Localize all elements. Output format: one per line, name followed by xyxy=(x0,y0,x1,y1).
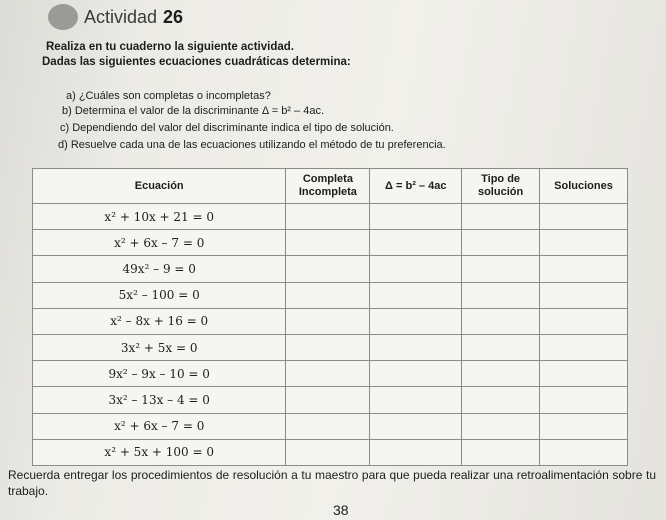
tipo-cell[interactable] xyxy=(462,334,540,360)
tipo-cell[interactable] xyxy=(462,308,540,334)
equation-cell: 3x² + 5x = 0 xyxy=(33,334,286,360)
completa-cell[interactable] xyxy=(286,230,370,256)
discriminante-cell[interactable] xyxy=(370,282,462,308)
equation-cell: 5x² – 100 = 0 xyxy=(33,282,286,308)
equation-cell: x² + 10x + 21 = 0 xyxy=(33,204,286,230)
header-tipo-solucion xyxy=(462,169,540,204)
table-row xyxy=(33,308,628,334)
discriminante-cell[interactable] xyxy=(370,308,462,334)
discriminante-cell[interactable] xyxy=(370,204,462,230)
soluciones-cell[interactable] xyxy=(540,413,628,439)
completa-cell[interactable] xyxy=(286,204,370,230)
question-a: a) ¿Cuáles son completas o incompletas? xyxy=(66,90,271,102)
table-row xyxy=(33,334,628,360)
table-row xyxy=(33,413,628,439)
soluciones-cell[interactable] xyxy=(540,439,628,465)
intro-line-2: Dadas las siguientes ecuaciones cuadráticas determina: xyxy=(42,56,351,68)
table-row xyxy=(33,230,628,256)
activity-number: 26 xyxy=(163,6,184,27)
discriminante-cell[interactable] xyxy=(370,334,462,360)
table-row xyxy=(33,439,628,465)
discriminante-cell[interactable] xyxy=(370,413,462,439)
soluciones-cell[interactable] xyxy=(540,282,628,308)
tipo-cell[interactable] xyxy=(462,413,540,439)
header-completa: Completa xyxy=(302,173,353,185)
tipo-cell[interactable] xyxy=(462,256,540,282)
table-row xyxy=(33,387,628,413)
soluciones-cell[interactable] xyxy=(540,230,628,256)
equation-cell: x² + 6x – 7 = 0 xyxy=(33,413,286,439)
completa-cell[interactable] xyxy=(286,308,370,334)
tipo-cell[interactable] xyxy=(462,361,540,387)
header-completa-incompleta xyxy=(286,169,370,204)
discriminante-cell[interactable] xyxy=(370,256,462,282)
equation-cell: 9x² – 9x – 10 = 0 xyxy=(33,361,286,387)
completa-cell[interactable] xyxy=(286,387,370,413)
equation-cell: x² – 8x + 16 = 0 xyxy=(33,308,286,334)
discriminante-cell[interactable] xyxy=(370,439,462,465)
question-d: d) Resuelve cada una de las ecuaciones utilizando el método de tu preferencia. xyxy=(58,139,446,151)
soluciones-cell[interactable] xyxy=(540,361,628,387)
soluciones-cell[interactable] xyxy=(540,308,628,334)
table-row xyxy=(33,204,628,230)
header-tipo: Tipo de xyxy=(481,173,521,185)
question-b: b) Determina el valor de la discriminante Δ = b² – 4ac. xyxy=(62,105,324,117)
discriminante-cell[interactable] xyxy=(370,361,462,387)
completa-cell[interactable] xyxy=(286,282,370,308)
tipo-cell[interactable] xyxy=(462,387,540,413)
soluciones-cell[interactable] xyxy=(540,334,628,360)
table-header-row xyxy=(33,169,628,204)
completa-cell[interactable] xyxy=(286,439,370,465)
completa-cell[interactable] xyxy=(286,334,370,360)
equation-cell: 3x² – 13x – 4 = 0 xyxy=(33,387,286,413)
completa-cell[interactable] xyxy=(286,413,370,439)
soluciones-cell[interactable] xyxy=(540,204,628,230)
table-row xyxy=(33,361,628,387)
tipo-cell[interactable] xyxy=(462,439,540,465)
completa-cell[interactable] xyxy=(286,361,370,387)
table-row xyxy=(33,282,628,308)
header-ecuacion: Ecuación xyxy=(33,169,286,204)
completa-cell[interactable] xyxy=(286,256,370,282)
activity-badge-icon xyxy=(48,4,78,30)
soluciones-cell[interactable] xyxy=(540,256,628,282)
tipo-cell[interactable] xyxy=(462,230,540,256)
discriminante-cell[interactable] xyxy=(370,387,462,413)
equation-cell: x² + 5x + 100 = 0 xyxy=(33,439,286,465)
footer-note: Recuerda entregar los procedimientos de resolución a tu maestro para que pueda realizar una retroalimentación sobre tu trabajo. xyxy=(8,468,656,498)
discriminante-cell[interactable] xyxy=(370,230,462,256)
header-soluciones: Soluciones xyxy=(540,169,628,204)
intro-line-1: Realiza en tu cuaderno la siguiente actividad. xyxy=(46,41,294,53)
equation-cell: 49x² – 9 = 0 xyxy=(33,256,286,282)
activity-title: Actividad xyxy=(84,6,158,27)
equation-cell: x² + 6x – 7 = 0 xyxy=(33,230,286,256)
header-incompleta: Incompleta xyxy=(298,186,357,198)
header-solucion: solución xyxy=(477,186,524,198)
tipo-cell[interactable] xyxy=(462,282,540,308)
question-c: c) Dependiendo del valor del discriminante indica el tipo de solución. xyxy=(60,122,394,134)
soluciones-cell[interactable] xyxy=(540,387,628,413)
header-discriminante: Δ = b² – 4ac xyxy=(370,169,462,204)
tipo-cell[interactable] xyxy=(462,204,540,230)
activity-header xyxy=(48,4,183,30)
table-row xyxy=(33,256,628,282)
page-number: 38 xyxy=(333,502,349,518)
equations-table xyxy=(32,168,628,466)
